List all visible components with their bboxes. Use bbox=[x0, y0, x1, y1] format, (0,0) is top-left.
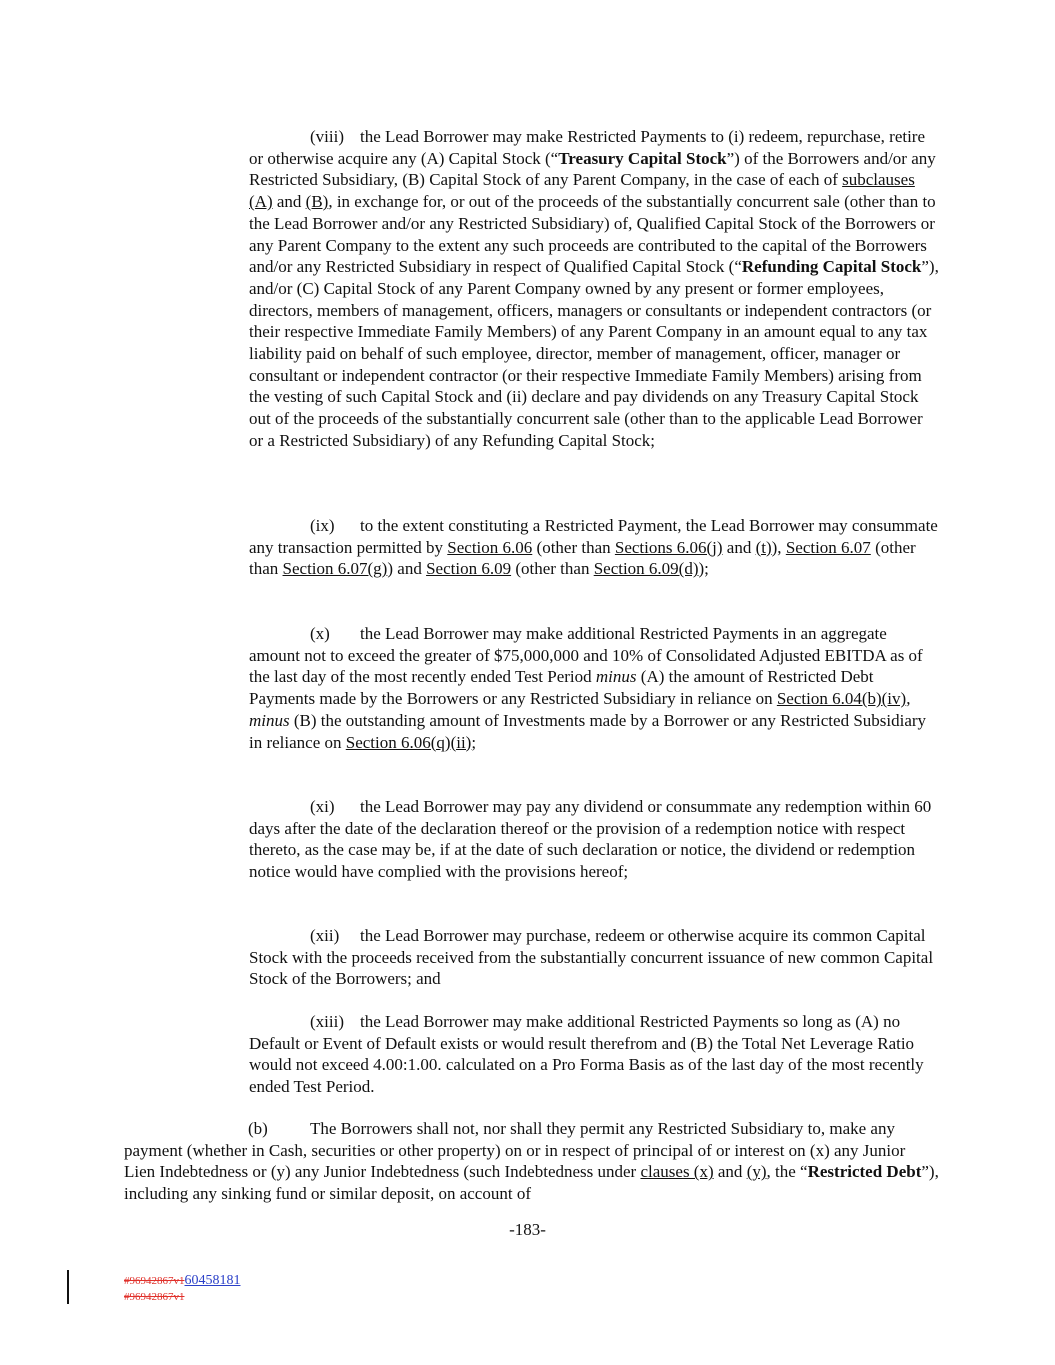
cross-reference: Section 6.06 bbox=[447, 537, 533, 557]
cross-reference: Section 6.09 bbox=[426, 559, 512, 579]
clause-marker: (viii) bbox=[310, 127, 344, 146]
paragraph-b bbox=[124, 1118, 939, 1205]
clause-marker: (x) bbox=[310, 624, 330, 643]
text-run: the Lead Borrower may make Restricted Payments to (i) redeem, repurchase, retire or otherwise acquire any (A) Capital Stock (“ bbox=[249, 127, 926, 168]
paragraph-x bbox=[249, 623, 939, 753]
cross-reference: Section 6.07(g) bbox=[282, 559, 388, 579]
text-run: ”), and/or (C) Capital Stock of any Parent Company owned by any present or former employees, directors, members of management, officers, managers or consultants or independent contractors (or their respective Immediate Family Members) of any Parent Company in an amount equal to any tax liability paid on behalf of such employee, director, member of management, officer, manager or consultant or independent contractor (or their respective Immediate Family Members) arising from the vesting of such Capital Stock and (ii) declare and pay dividends on any Treasury Capital Stock out of the proceeds of the substantially concurrent sale (other than to the applicable Lead Borrower or a Restricted Subsidiary) of any Refunding Capital Stock; bbox=[249, 257, 939, 450]
cross-reference: Section 6.06(q)(ii) bbox=[345, 732, 472, 752]
cross-reference: clauses (x) bbox=[640, 1162, 714, 1182]
page-number: -183- bbox=[509, 1220, 546, 1239]
paragraph-ix bbox=[249, 515, 939, 580]
text-run: the Lead Borrower may pay any dividend or consummate any redemption within 60 days after the date of the declaration thereof or the provision of a redemption notice with respect thereto, as the case may be, if at the date of such declaration or notice, the dividend or redemption notice would have complied with the provisions hereof; bbox=[249, 797, 932, 882]
emphasis: minus bbox=[249, 710, 290, 730]
cross-reference: Sections 6.06(j) bbox=[614, 537, 723, 557]
clause-marker: (b) bbox=[248, 1119, 268, 1138]
text-run: and bbox=[713, 1162, 747, 1182]
clause-marker: (ix) bbox=[310, 516, 335, 535]
cross-reference: (B) bbox=[305, 192, 329, 212]
text-run: (A) the amount of Restricted Debt Payments made by the Borrowers or any Restricted Subsidiary in reliance on bbox=[249, 667, 874, 709]
paragraph-xi bbox=[249, 796, 939, 883]
defined-term: Refunding Capital Stock bbox=[741, 257, 922, 277]
text-run: ) and bbox=[387, 559, 427, 579]
text-run: and bbox=[722, 537, 756, 557]
inserted-docid: 60458181 bbox=[184, 1273, 241, 1288]
text-run: ; bbox=[471, 732, 477, 752]
document-id-line bbox=[124, 1274, 241, 1288]
text-run: and bbox=[272, 192, 306, 212]
deleted-docid: #96942867v1 bbox=[124, 1291, 185, 1303]
text-run: ”) of the Borrowers and/or any Restricted Subsidiary, (B) Capital Stock of any Parent Company, in the case of each of bbox=[249, 148, 936, 190]
text-run: (B) the outstanding amount of Investments made by a Borrower or any Restricted Subsidiary in reliance on bbox=[249, 710, 927, 752]
clause-marker: (xii) bbox=[310, 926, 340, 945]
text-run: , in exchange for, or out of the proceeds of the substantially concurrent sale (other than to the Lead Borrower and/or any Restricted Subsidiary) of, Qualified Capital Stock of the Borrowers or any Parent Company to the extent any such proceeds are contributed to the capital of the Borrowers and/or any Restricted Subsidiary in respect of Qualified Capital Stock (“ bbox=[249, 192, 936, 277]
text-run: ); bbox=[698, 559, 709, 579]
cross-reference: (y) bbox=[746, 1162, 767, 1182]
text-run: The Borrowers shall not, nor shall they permit any Restricted Subsidiary to, make any payment (whether in Cash, securities or other property) on or in respect of principal of or interest on (x) any Junior Lien Indebtedness or (y) any Junior Indebtedness (such Indebtedness under bbox=[124, 1119, 906, 1182]
clause-marker: (xiii) bbox=[310, 1012, 344, 1031]
cross-reference: Section 6.07 bbox=[785, 537, 871, 557]
paragraph-viii bbox=[249, 126, 939, 452]
cross-reference: subclauses (A) bbox=[249, 170, 915, 212]
defined-term: Treasury Capital Stock bbox=[558, 148, 727, 168]
text-run: ”), including any sinking fund or similar deposit, on account of bbox=[124, 1162, 939, 1204]
defined-term: Restricted Debt bbox=[807, 1162, 922, 1182]
text-run: (other than bbox=[532, 537, 615, 557]
document-id-line-2 bbox=[124, 1291, 185, 1304]
paragraph-xiii bbox=[249, 1011, 939, 1098]
text-run: the Lead Borrower may make additional Restricted Payments in an aggregate amount not to exceed the greater of $75,000,000 and 10% of Consolidated Adjusted EBITDA as of the last day of the most recently ended Test Period bbox=[249, 624, 923, 687]
text-run: the Lead Borrower may purchase, redeem or otherwise acquire its common Capital Stock with the proceeds received from the substantially concurrent issuance of new common Capital Stock of the Borrowers; and bbox=[249, 926, 934, 989]
text-run: (other than bbox=[511, 559, 594, 579]
text-run: the Lead Borrower may make additional Restricted Payments so long as (A) no Default or Event of Default exists or would result therefrom and (B) the Total Net Leverage Ratio would not exceed 4.00:1.00. calculated on a Pro Forma Basis as of the last day of the most recently ended Test Period. bbox=[249, 1012, 924, 1097]
emphasis: minus bbox=[595, 667, 637, 687]
revision-change-bar bbox=[67, 1270, 69, 1304]
cross-reference: Section 6.09(d) bbox=[593, 559, 699, 579]
text-run: , bbox=[906, 689, 911, 709]
cross-reference: (t) bbox=[755, 537, 772, 557]
text-run: ), bbox=[771, 537, 786, 557]
deleted-docid: #96942867v1 bbox=[124, 1275, 185, 1287]
paragraph-xii bbox=[249, 925, 939, 990]
cross-reference: Section 6.04(b)(iv) bbox=[776, 689, 907, 709]
text-run: (other than bbox=[249, 537, 916, 579]
text-run: , the “ bbox=[766, 1162, 808, 1182]
text-run: to the extent constituting a Restricted Payment, the Lead Borrower may consummate any transaction permitted by bbox=[249, 516, 938, 557]
clause-marker: (xi) bbox=[310, 797, 335, 816]
